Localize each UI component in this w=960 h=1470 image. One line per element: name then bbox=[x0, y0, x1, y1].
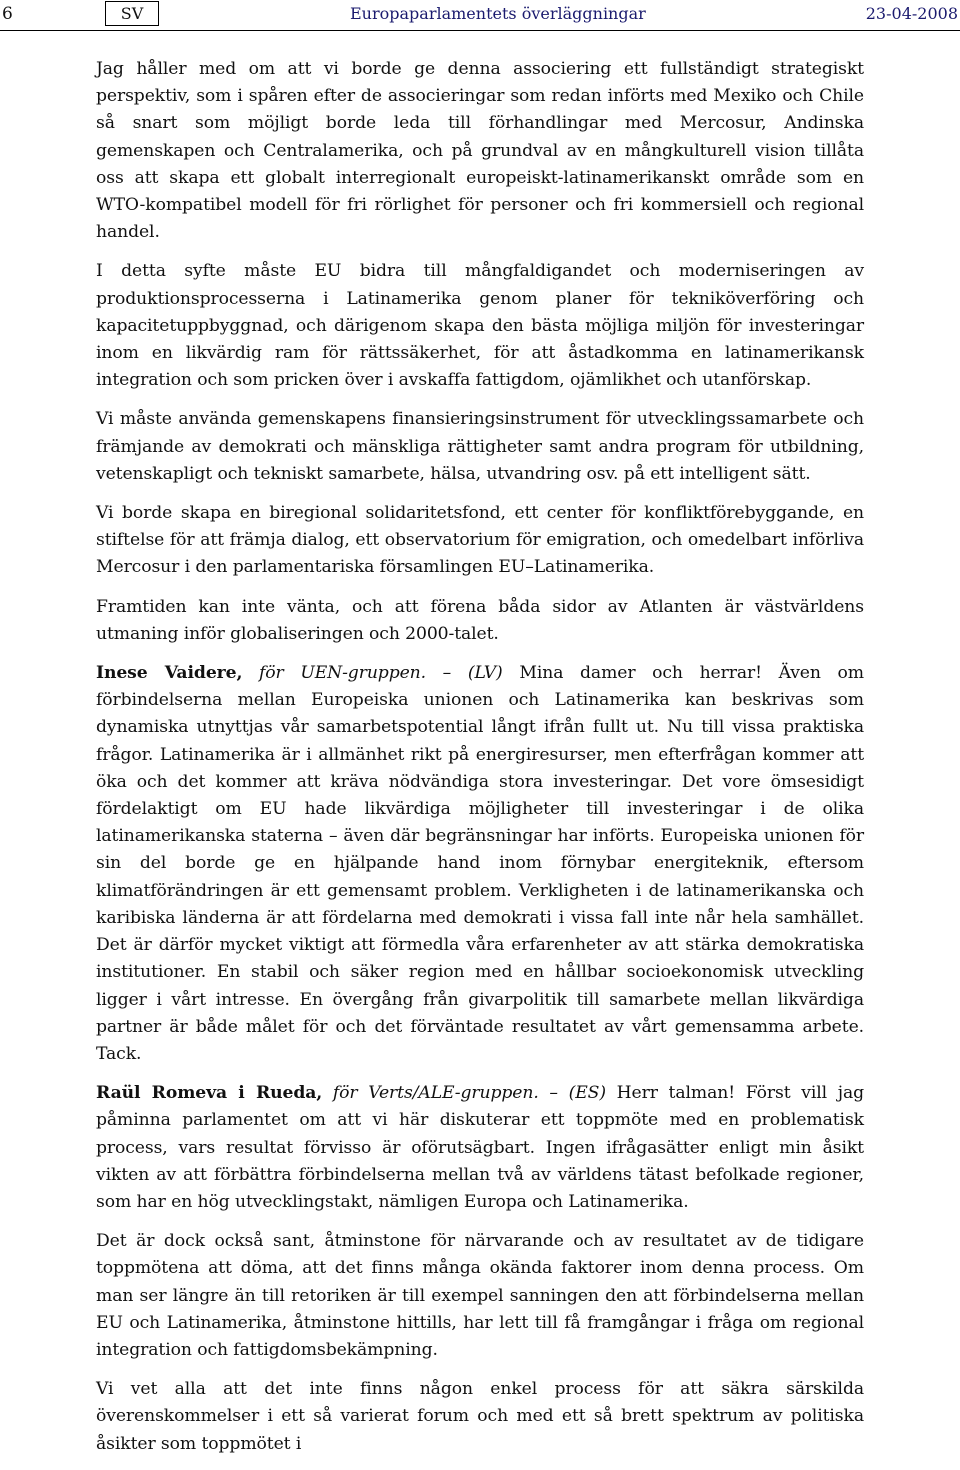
paragraph: Framtiden kan inte vänta, och att förena båda sidor av Atlanten är västvärldens utmaning inför globaliseringen och 2000-talet. bbox=[96, 596, 864, 644]
speech-text: Herr talman! Först vill jag påminna parlamentet om att vi här diskuterar ett toppmöte med en problematisk process, vars resultat förvisso är oförutsägbart. Ingen ifrågasätter enligt min åsikt vikten av att förbättra förbindelserna mellan två av världens tätast befolkade regioner, som har en hög utvecklingstakt, nämligen Europa och Latinamerika. bbox=[96, 1083, 864, 1212]
document-body bbox=[96, 56, 864, 1470]
running-title: Europaparlamentets överläggningar bbox=[350, 4, 646, 23]
speech-text: Mina damer och herrar! Även om förbindelserna mellan Europeiska unionen och Latinamerika kan beskrivas som dynamiska utnyttjas vår samarbetspotential långt ifrån fullt ut. Nu till vissa praktiska frågor. Latinamerika är i allmänhet rikt på energiresurser, men efterfrågan kommer att öka och det kommer att kräva nödvändiga stora investeringar. Det vore ömsesidigt fördelaktigt om EU hade likvärdiga möjligheter till investeringar i de olika latinamerikanska staterna – även där begränsningar har införts. Europeiska unionen för sin del borde ge en hjälpande hand inom förnybar energiteknik, eftersom klimatförändringen är ett gemensamt problem. Verkligheten i de latinamerikanska och karibiska länderna är att fördelarna med demokrati i vissa fall inte når hela samhället. Det är därför mycket viktigt att förmedla våra erfarenheter av att stärka demokratiska institutioner. En stabil och säker region med en hållbar socioekonomisk utveckling ligger i vårt intresse. En övergång från givarpolitik till samarbete mellan likvärdiga partner är både målet för och det förväntade resultatet av vårt gemensamma arbete. Tack. bbox=[96, 663, 864, 1064]
paragraph: Vi borde skapa en biregional solidaritetsfond, ett center för konfliktförebyggande, en stiftelse för att främja dialog, ett observatorium för emigration, och omedelbart införliva Mercosur i den parlamentariska församlingen EU–Latinamerika. bbox=[96, 503, 864, 578]
language-code-box: SV bbox=[105, 1, 159, 26]
speaker-role: för UEN-gruppen. – (LV) bbox=[259, 663, 503, 684]
speaker-name: Inese Vaidere, bbox=[96, 663, 243, 684]
paragraph: I detta syfte måste EU bidra till mångfaldigandet och moderniseringen av produktionsprocesserna i Latinamerika genom planer för tekniköverföring och kapacitetuppbyggnad, och därigenom skapa den bästa möjliga miljön för investeringar inom en likvärdig ram för rättssäkerhet, för att åstadkomma en latinamerikansk integration och som pricken över i avskaffa fattigdom, ojämlikhet och utanförskap. bbox=[96, 261, 864, 391]
paragraph: Vi måste använda gemenskapens finansieringsinstrument för utvecklingssamarbete och främjande av demokrati och mänskliga rättigheter samt andra program för utbildning, vetenskapligt och tekniskt samarbete, hälsa, utvandring osv. på ett intelligent sätt. bbox=[96, 409, 864, 484]
speaker-name: Raül Romeva i Rueda, bbox=[96, 1083, 323, 1104]
speaker-role: för Verts/ALE-gruppen. – (ES) bbox=[332, 1083, 606, 1104]
paragraph: Jag håller med om att vi borde ge denna associering ett fullständigt strategiskt perspektiv, som i spåren efter de associeringar som redan införts med Mexiko och Chile så snart som möjligt borde leda till förhandlingar med Mercosur, Andinska gemenskapen och Centralamerika, och på grundval av en mångkulturell vision tillåta oss att skapa ett globalt interregionalt europeiskt-latinamerikanskt område som en WTO-kompatibel modell för fri rörlighet för personer och fri kommersiell och regional handel. bbox=[96, 59, 864, 243]
page-header bbox=[0, 0, 960, 31]
speech-paragraph bbox=[96, 660, 864, 1068]
paragraph: Det är dock också sant, åtminstone för närvarande och av resultatet av de tidigare toppmötena att döma, att det finns många okända faktorer inom denna process. Om man ser längre än till retoriken är till exempel sanningen den att förbindelserna mellan EU och Latinamerika, åtminstone hittills, har lett till få framgångar i fråga om regional integration och fattigdomsbekämpning. bbox=[96, 1231, 864, 1360]
session-date: 23-04-2008 bbox=[865, 4, 958, 23]
speech-paragraph bbox=[96, 1080, 864, 1216]
paragraph: Vi vet alla att det inte finns någon enkel process för att säkra särskilda överenskommelser i ett så varierat forum och med ett så brett spektrum av politiska åsikter som toppmötet i bbox=[96, 1379, 864, 1454]
page-number: 6 bbox=[2, 4, 13, 24]
